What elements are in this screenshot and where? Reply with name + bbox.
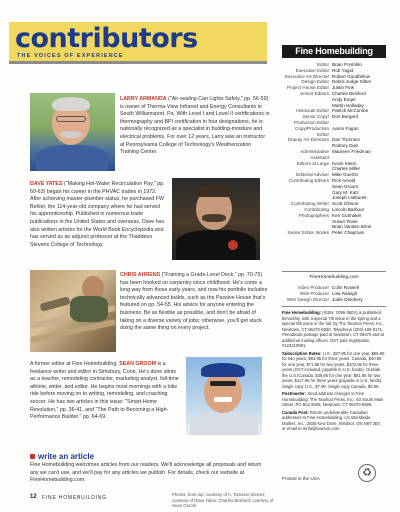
bullet-square (30, 454, 35, 459)
fine-print-paragraph (282, 391, 386, 408)
masthead-role: Video Producer (297, 285, 329, 290)
masthead-staff-list (282, 62, 386, 236)
section-title: contributors (15, 23, 198, 54)
masthead-row (282, 126, 386, 138)
masthead-names: Rick Arnold Sean Groom Gary M. Katz Joseph Lstiburek (332, 177, 367, 201)
bio-dave-yates (30, 181, 168, 249)
fine-print-paragraph (282, 410, 386, 432)
masthead-row (282, 114, 386, 126)
masthead-row (282, 149, 386, 161)
contributor-name: LARRY ARMANDA (120, 96, 167, 102)
masthead-role: Editor (316, 62, 329, 67)
masthead-row (282, 230, 386, 236)
masthead-website: FineHomebuilding.com (309, 275, 359, 280)
masthead-role: Editors at Large (296, 160, 329, 166)
fine-print-paragraph (282, 351, 386, 390)
bio-chris-ahrens (120, 272, 270, 333)
masthead-names: Don Burgard (332, 114, 359, 120)
masthead-names: Justin Fink (332, 85, 354, 91)
bio-prefix: A former editor at Fine Homebuilding, (30, 361, 120, 367)
masthead-names: Brian Pontolilo (332, 62, 362, 67)
masthead-names: Rob Yagid (332, 67, 354, 73)
page-number: 12 (30, 494, 37, 500)
write-article-title: write an article (38, 452, 95, 461)
fine-print-text: U.S., $37.95 for one year, $65.95 for two years, $93.95 for three years. Canada, $40.95 for one year, $71.95 for two years, $102.95 for three years (GST included, payable in U.S. funds). Outside the U.S./Canada: $46.95 for one year, $81.95 for two years, $117.95 for three years (payable in U.S. funds). Single copy U.S., $7.99. Single copy Canada, $8.99. (282, 350, 385, 389)
masthead-names: Kevin Ireton Charles Miller (332, 160, 361, 172)
fine-print-text: Send address changes to Fine Homebuilding, The Taunton Press, Inc., 63 South Main Street, PO Box 5506, Newtown, CT 06470-5506. (282, 391, 384, 407)
masthead-logo: Fine Homebuilding (282, 45, 386, 58)
contributor-name: CHRIS AHRENS (120, 272, 161, 278)
bio-larry-armanda (120, 96, 270, 157)
masthead-role: Web Producer (299, 290, 329, 296)
masthead-role: Senior Editors (300, 90, 329, 96)
masthead-names: Scott Gibson (332, 201, 359, 207)
masthead-names: Mike Guertin (332, 172, 359, 178)
masthead-role: Contributing Writer (290, 201, 329, 207)
contributors-header (9, 22, 267, 64)
masthead-role: Contributing Photographers (298, 206, 329, 218)
masthead-role: Administrative Assistant (300, 148, 329, 160)
masthead-role: Senior Editor, Books (287, 230, 329, 236)
masthead-row (282, 178, 386, 201)
section-subtitle: THE VOICES OF EXPERIENCE (17, 53, 124, 59)
masthead-role: Copy/Production Editor (295, 125, 329, 137)
contributor-photo-chris-ahrens (30, 270, 116, 352)
masthead-role: Executive Art Director (284, 73, 329, 79)
masthead-row (282, 91, 386, 108)
bio-text: is a freelance writer and editor in Simsbury, Conn. He's done stints as a teacher, remodeling contractor, marketing analyst, full-time athlete, writer, and editor. He begins most mornings with a bike ride before moving on to writing, remodeling, and coaching soccer. He has two articles in this issue: "Smart-Home Revolution," pp. 36-41, and "The Path to Becoming a High-Performance Builder," pp. 64-69. (30, 361, 179, 421)
masthead-names: Colin Russell (332, 285, 359, 290)
contributor-photo-larry-armanda (30, 93, 115, 171)
masthead-row (282, 161, 386, 173)
printed-in-usa: Printed in the USA (282, 476, 320, 481)
masthead-role: Contributing Editors (288, 177, 329, 183)
fine-print-paragraph (282, 310, 386, 349)
fine-print-label: Subscription Rates: (282, 350, 322, 356)
contributor-name: SEAN GROOM (119, 361, 157, 367)
fine-print-label: Fine Homebuilding: (282, 310, 322, 315)
masthead-role: Senior Copy/ Production Editor (293, 114, 329, 125)
masthead-names: Charles Bickford Andy Engel Martin Holladay (332, 90, 366, 108)
masthead-names: Robert Goodfellow (332, 73, 371, 79)
divider (282, 306, 386, 307)
bio-text: ("Air-sealing Can Lights Safely," pp. 56-59) is owner of Therma-View Infrared and Energy Consultants in South Williamsport, Pa. With Level I and Level II certifications in thermography and BPI certification in four designations, he is nationally recognized as a specialist in building-moisture and electrical problems. For over 12 years, Larry was an instructor at Pennsylvania College of Technology's Weatherization Training Center. (120, 96, 270, 156)
masthead-row (282, 207, 386, 230)
masthead-names: Lisa Raleigh (332, 290, 358, 296)
masthead-names: Jodie Delohery (332, 296, 363, 302)
write-article-text: Fine Homebuilding welcomes articles from our readers. We'll acknowledge all proposals and return any we can't use, and we'll pay for any articles we publish. For details, check our website at FineHomebuilding.com. (30, 462, 262, 484)
contributor-photo-dave-yates (172, 178, 260, 260)
masthead-names: Maureen Friedman (332, 148, 371, 154)
masthead-role: Associate Editor (295, 108, 329, 114)
bio-sean-groom (30, 361, 182, 422)
masthead-role: Web Design Director (286, 296, 329, 302)
masthead-role: Design Editor (301, 79, 329, 85)
fine-print-text: Return undeliverable Canadian addresses to Fine Homebuilding, c/o Worldwide Mailers, Inc., 2835 Kew Drive, Windsor, ON N8T 3B7, or email to mnfa@taunton.com. (282, 409, 382, 431)
bio-text: ("Framing a Grade-Level Deck," pp. 70-75) has been hooked on carpentry since childhood. He's come a long way from those early years, and now his portfolio includes technically advanced builds, such as the Passive House that's featured on pp. 54-55. His advice for anyone entering the business: Be as flexible as possible, and don't be afraid of taking on a diverse variety of jobs; otherwise, you'll get stuck doing the same thing on every project. (120, 272, 268, 332)
footer-magazine-name: FINE HOMEBUILDING (42, 495, 107, 501)
masthead-names: Peter Chapman (332, 230, 365, 236)
masthead-fine-print (282, 310, 386, 434)
masthead-names: Patrick McCombe (332, 108, 369, 114)
masthead-names: Debra Judge Silber (332, 79, 372, 85)
masthead-names: Lincoln Barbour Ken Gutmaker Susan Teare Brian Vanden Brink (332, 206, 372, 230)
divider (282, 271, 386, 272)
recycle-icon: ♻ (358, 464, 376, 482)
masthead-role: Executive Editor (295, 67, 329, 73)
masthead-row (282, 297, 386, 303)
masthead-role: Deputy Art Directors (287, 137, 329, 143)
masthead-row (282, 137, 386, 149)
fine-print-text: (ISSN: 1096-360X) is published bimonthly, with a special 7th issue in the spring and a special 8th issue in the fall, by The Taunton Press, Inc., Newtown, CT 06470-5506. Telephone (203) 426-8171. Periodicals postage paid at Newtown, CT 06470 and at additional mailing offices. GST paid registration #123210981. (282, 310, 385, 348)
bio-text: ("Making Hot-Water Recirculation Pay," pp. 60-63) began his career in the PHVAC trades in 1972. After achieving master-plumber status, he purchased FW Behler, the 114-year-old company where he had served his apprenticeship. Published in numerous trade publications in the United States and overseas, Dave has also written articles for the World Book Encyclopedia and has served as an adjunct professor at the Thaddeus Stevens College of Technology. (30, 181, 165, 248)
masthead-role: Editorial Adviser (296, 172, 329, 178)
masthead-video-list (282, 285, 386, 302)
masthead-names: Aaron Fagan (332, 125, 359, 131)
masthead-role: Project House Editor (286, 85, 329, 91)
fine-print-label: Canada Post: (282, 409, 309, 415)
photo-credits: Photos, from top: courtesy of A. Tamasin Sterner; courtesy of Dave Yates; Charles Bickford; courtesy of Sean Groom (172, 492, 274, 509)
contributor-name: DAVE YATES (30, 181, 63, 187)
masthead-names: Dan Thornton Rodney Diaz (332, 137, 361, 149)
fine-print-label: Postmaster: (282, 391, 307, 396)
contributor-photo-sean-groom (186, 357, 262, 435)
